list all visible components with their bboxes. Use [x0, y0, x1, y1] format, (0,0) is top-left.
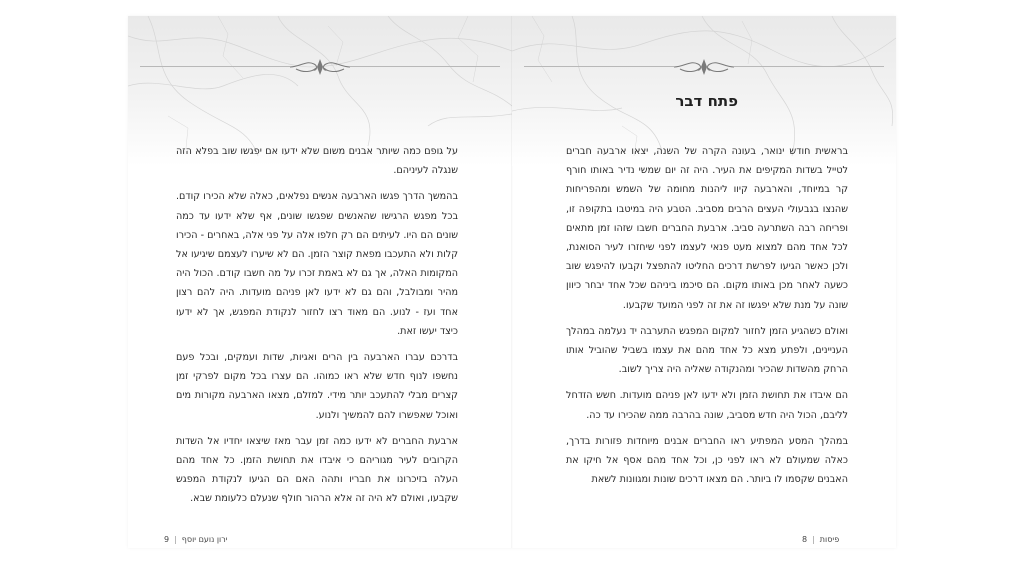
- paragraph: במהלך המסע המפתיע ראו החברים אבנים מיוחדות פזורות בדרך, כאלה שמעולם לא ראו לפני כן, וכל אחד מהם אסף אל חיקו את האבנים שקסמו לו ביותר. הם מצאו דרכים שונות ומגוונות לשאת: [566, 435, 848, 486]
- header-rule-right: [350, 66, 500, 67]
- flourish-ornament-icon: [288, 56, 352, 78]
- header-rule-left: [524, 66, 674, 67]
- paragraph: בהמשך הדרך פגשו הארבעה אנשים נפלאים, כאלה שלא הכירו קודם. בכל מפגש הרגישו שהאנשים שפגשו שונים, אף שלא ידעו עד כמה שונים הם היו. לעיתים הם רק חלפו אלה על פני אלה, באחרים - הכירו קלות ולא התעכבו מפאת קוצר הזמן. הם לא שיערו לעצמם שיגיעו אל המקומות האלה, אך גם לא באמת זכרו על מה חשבו קודם. הכול היה מהיר ומבולבל, והם גם לא ידעו לאן פניהם מועדות. היה להם רצון אחד ועז - לנוע. הם מאוד רצו לחזור לנקודת המפגש, אך לא ידעו כיצד יעשו זאת.: [176, 191, 458, 337]
- left-page: [128, 16, 512, 548]
- paragraph: הם איבדו את תחושת הזמן ולא ידעו לאן פניהם מועדות. חשש הזדחל לליבם, הכול היה חדש מסביב, שונה בהרבה ממה שהכירו עד כה.: [566, 390, 848, 421]
- paragraph: ואולם כשהגיע הזמן לחזור למקום המפגש התערבה יד נעלמה במהלך העניינים, ולפתע מצא כל אחד מהם את עצמו בשביל שהוביל אותו הרחק מהשדות שהכיר ומהנקודה שאליה היה צריך לשוב.: [566, 325, 848, 376]
- paragraph: בראשית חודש ינואר, בעונה הקרה של השנה, יצאו ארבעה חברים לטייל בשדות המקיפים את העיר. היה זה יום שמשי נדיר באותו חורף קר במיוחד, והארבעה קיוו ליהנות מחומה של השמש ומהפריחות שהנצו בגבעולי העצים הרבים מסביב. הטבע היה במיטבו בתקופה זו, ופריחה רבה השתרעה סביב. ארבעת החברים חשבו שזהו זמן מתאים לכל אחד מהם למצוא מעט פנאי לעצמו לפני שיחזרו לעיר הסואנת, ולכן כאשר הגיעו לפרשת דרכים החליטו להתפצל וקבעו להיפגש שוב כשעה לאחר מכן באותו מקום. הם סיכמו ביניהם שכל אחד יבחר כיוון שונה על מנת שלא יפגשו זה את זה לפני המועד שקבעו.: [566, 146, 848, 311]
- footer-section: פיסות: [819, 535, 840, 544]
- chapter-title: פתח דבר: [675, 92, 738, 110]
- footer-author: ירון נועם יוסף: [181, 535, 228, 544]
- left-page-body: [176, 142, 458, 516]
- header-rule-left: [140, 66, 290, 67]
- paragraph: על גופם כמה שיותר אבנים משום שלא ידעו אם יפגשו שוב בפלא הזה שנגלה לעיניהם.: [176, 146, 458, 177]
- right-page-body: [566, 142, 848, 496]
- paragraph: ארבעת החברים לא ידעו כמה זמן עבר מאז שיצאו יחדיו אל השדות הקרובים לעיר מגוריהם כי איבדו את תחושת הזמן. כל אחד מהם העלה בזיכרונו את חבריו ותהה האם הם הגיעו לנקודת המפגש שקבעו, ואולם לא היה זה אלא הרהור חולף שנעלם כלעומת שבא.: [176, 435, 458, 505]
- footer-separator: |: [812, 535, 815, 544]
- left-page-footer: [164, 535, 228, 544]
- right-page: [512, 16, 896, 548]
- header-rule-right: [734, 66, 884, 67]
- right-page-footer: [802, 535, 839, 544]
- footer-separator: |: [174, 535, 177, 544]
- flourish-ornament-icon: [672, 56, 736, 78]
- page-number: 9: [164, 535, 170, 544]
- paragraph: בדרכם עברו הארבעה בין הרים ואגיות, שדות ועמקים, ובכל פעם נחשפו לנוף חדש שלא ראו כמוהו. הם עצרו בכל מקום לפרקי זמן קצרים מבלי להתעכב יותר מידי. למזלם, מצאו הארבעה מקורות מים ואוכל שאפשרו להם להמשיך ולנוע.: [176, 352, 458, 421]
- book-spread: [128, 16, 896, 548]
- page-number: 8: [802, 535, 808, 544]
